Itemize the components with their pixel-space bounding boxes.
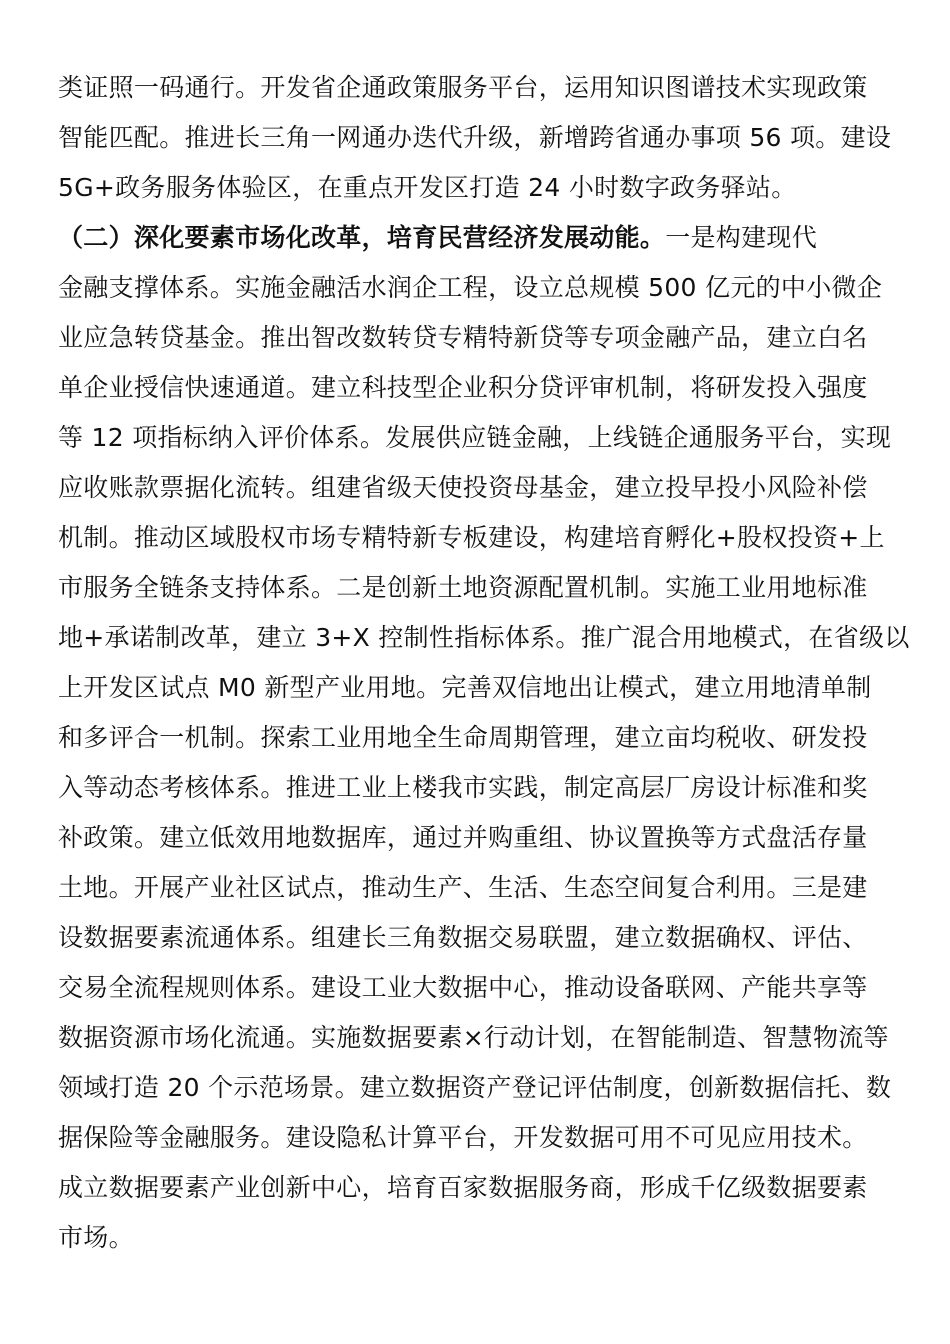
text-line: 应收账款票据化流转。组建省级天使投资母基金，建立投早投小风险补偿 xyxy=(58,473,868,502)
text-line: 补政策。建立低效用地数据库，通过并购重组、协议置换等方式盘活存量 xyxy=(58,823,868,852)
text-line: 成立数据要素产业创新中心，培育百家数据服务商，形成千亿级数据要素 xyxy=(58,1173,868,1202)
section-heading: （二）深化要素市场化改革，培育民营经济发展动能。 xyxy=(58,223,666,252)
text-line: 一是构建现代 xyxy=(665,223,818,252)
text-line: 业应急转贷基金。推出智改数转贷专精特新贷等专项金融产品，建立白名 xyxy=(58,323,868,352)
text-line: 数据资源市场化流通。实施数据要素×行动计划，在智能制造、智慧物流等 xyxy=(58,1023,889,1052)
text-line: 单企业授信快速通道。建立科技型企业积分贷评审机制，将研发投入强度 xyxy=(58,373,868,402)
text-line: 智能匹配。推进长三角一网通办迭代升级，新增跨省通办事项 56 项。建设 xyxy=(58,123,892,152)
text-line: 据保险等金融服务。建设隐私计算平台，开发数据可用不可见应用技术。 xyxy=(58,1123,868,1152)
text-line: 和多评合一机制。探索工业用地全生命周期管理，建立亩均税收、研发投 xyxy=(58,723,868,752)
text-line: 交易全流程规则体系。建设工业大数据中心，推动设备联网、产能共享等 xyxy=(58,973,868,1002)
text-line: 类证照一码通行。开发省企通政策服务平台，运用知识图谱技术实现政策 xyxy=(58,73,868,102)
text-line: 等 12 项指标纳入评价体系。发展供应链金融，上线链企通服务平台，实现 xyxy=(58,423,892,452)
text-line: 5G+政务服务体验区，在重点开发区打造 24 小时数字政务驿站。 xyxy=(58,173,797,202)
text-line: 地+承诺制改革，建立 3+X 控制性指标体系。推广混合用地模式，在省级以 xyxy=(58,623,910,652)
text-line: 土地。开展产业社区试点，推动生产、生活、生态空间复合利用。三是建 xyxy=(58,873,868,902)
text-line: 上开发区试点 M0 新型产业用地。完善双信地出让模式，建立用地清单制 xyxy=(58,673,872,702)
text-line: 领域打造 20 个示范场景。建立数据资产登记评估制度，创新数据信托、数 xyxy=(58,1073,892,1102)
text-line: 设数据要素流通体系。组建长三角数据交易联盟，建立数据确权、评估、 xyxy=(58,923,868,952)
text-line: 金融支撑体系。实施金融活水润企工程，设立总规模 500 亿元的中小微企 xyxy=(58,273,883,302)
text-line: 入等动态考核体系。推进工业上楼我市实践，制定高层厂房设计标准和奖 xyxy=(58,773,868,802)
heading-line xyxy=(58,213,817,263)
text-line: 市场。 xyxy=(58,1223,134,1252)
text-line: 机制。推动区域股权市场专精特新专板建设，构建培育孵化+股权投资+上 xyxy=(58,523,885,552)
text-line: 市服务全链条支持体系。二是创新土地资源配置机制。实施工业用地标准 xyxy=(58,573,868,602)
